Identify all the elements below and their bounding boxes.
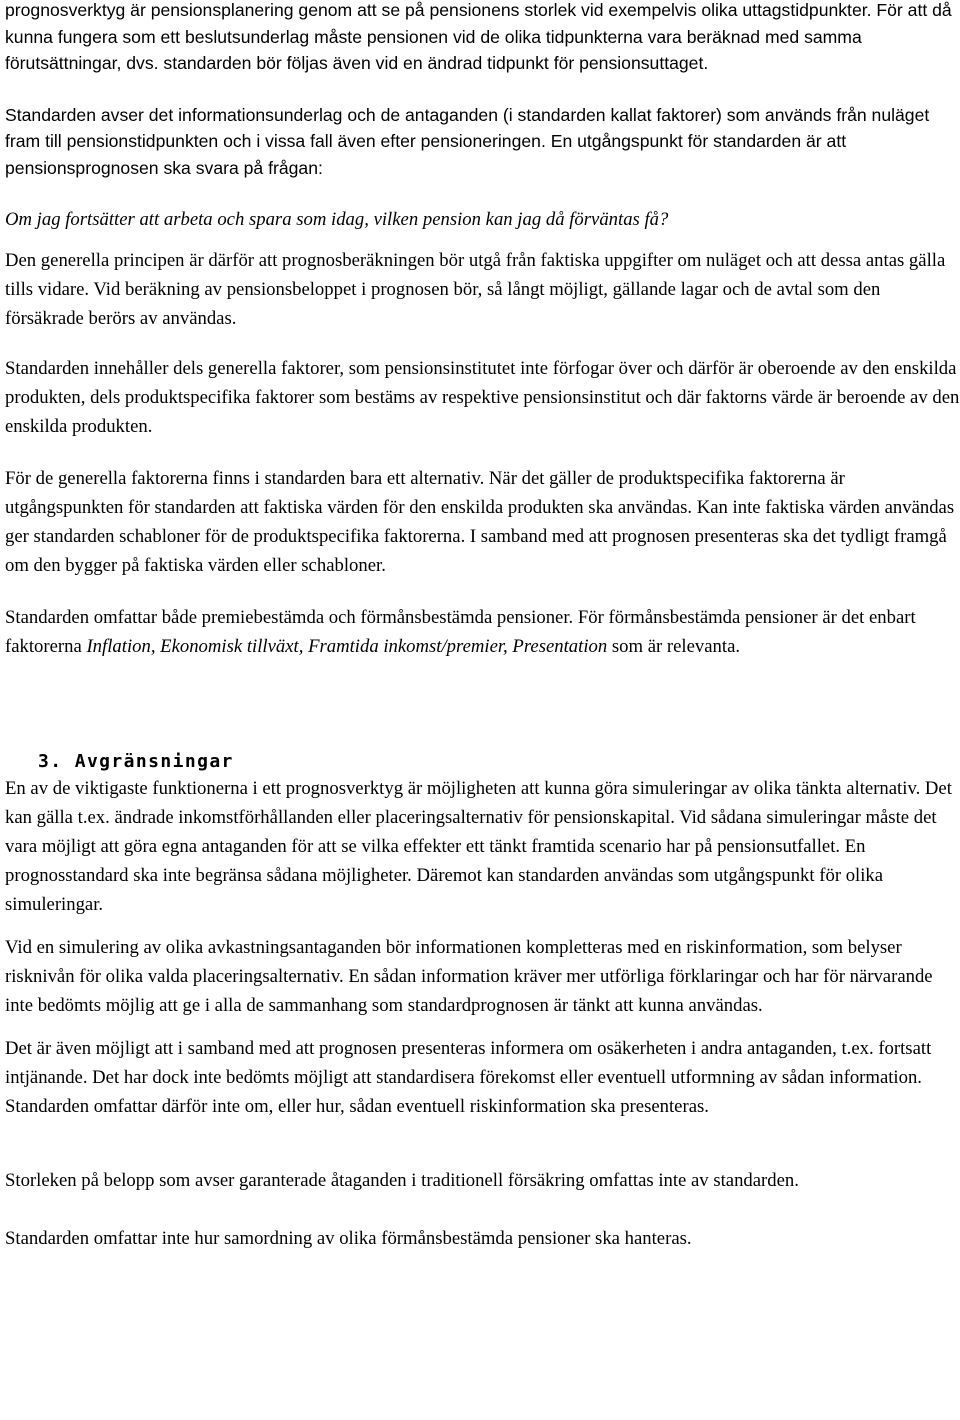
paragraph-simulations: En av de viktigaste funktionerna i ett prognosverktyg är möjligheten att kunna göra simuleringar av olika tänkta alternativ. Det kan gälla t.ex. ändrade inkomstförhållanden eller placeringsalternativ för pensionskapital. Vid sådana simuleringar måste det vara möjligt att göra egna antaganden för att se vilka effekter ett tänkt framtida scenario har på pensionsutfallet. En prognosstandard ska inte begränsa sådana möjligheter. Däremot kan standarden användas som utgångspunkt för olika simuleringar.: [5, 778, 952, 915]
paragraph-principle: Den generella principen är därför att prognosberäkningen bör utgå från faktiska uppgifter om nuläget och att dessa antas gälla tills vidare. Vid beräkning av pensionsbeloppet i prognosen bör, så långt möjligt, gällande lagar och de avtal som den försäkrade berörs av användas.: [5, 250, 946, 329]
pension-types-italic-factors: Inflation, Ekonomisk tillväxt, Framtida inkomst/premier, Presentation: [86, 636, 608, 657]
paragraph-coordination: Standarden omfattar inte hur samordning av olika förmånsbestämda pensioner ska hanteras.: [5, 1228, 692, 1249]
paragraph-alternatives: För de generella faktorerna finns i standarden bara ett alternativ. När det gäller de produktspecifika faktorerna är utgångspunkten för standarden att faktiska värden för den enskilda produkten ska användas. Kan inte faktiska värden användas ger standarden schabloner för de produktspecifika faktorerna. I samband med att prognosen presenteras ska det tydligt framgå om den bygger på faktiska värden eller schabloner.: [5, 468, 955, 576]
pension-types-text-a: Standarden omfattar både premiebestämda och förmånsbestämda pensioner. För förmånsbestämda pensioner är det enbart faktorerna: [5, 607, 916, 657]
paragraph-question: Om jag fortsätter att arbeta och spara som idag, vilken pension kan jag då förväntas få?: [5, 209, 669, 230]
paragraph-uncertainty: Det är även möjligt att i samband med att prognosen presenteras informera om osäkerheten i andra antaganden, t.ex. fortsatt intjänande. Det har dock inte bedömts möjligt att standardisera förekomst eller eventuell utformning av sådan information. Standarden omfattar därför inte om, eller hur, sådan eventuell riskinformation ska presenteras.: [5, 1038, 932, 1117]
paragraph-intro: prognosverktyg är pensionsplanering genom att se på pensionens storlek vid exempelvis olika uttagstidpunkter. För att då kunna fungera som ett beslutsunderlag måste pensionen vid de olika tidpunkterna vara beräknad med samma förutsättningar, dvs. standarden bör följas även vid en ändrad tidpunkt för pensionsuttaget.: [5, 0, 952, 73]
paragraph-guaranteed: Storleken på belopp som avser garanterade åtaganden i traditionell försäkring omfattas inte av standarden.: [5, 1170, 799, 1191]
document-page: [5, 0, 960, 1253]
paragraph-factors: Standarden innehåller dels generella faktorer, som pensionsinstitutet inte förfogar över och därför är oberoende av den enskilda produkten, dels produktspecifika faktorer som bestäms av respektive pensionsinstitut och där faktorns värde är beroende av den enskilda produkten.: [5, 358, 960, 437]
paragraph-risk-information: Vid en simulering av olika avkastningsantaganden bör informationen kompletteras med en riskinformation, som belyser risknivån för olika valda placeringsalternativ. En sådan information kräver mer utförliga förklaringar och har för närvarande inte bedömts möjlig att ge i alla de sammanhang som standardprognosen är tänkt att kunna användas.: [5, 937, 933, 1016]
section-heading: 3. Avgränsningar: [38, 751, 234, 772]
pension-types-text-b: som är relevanta.: [607, 636, 741, 657]
paragraph-scope: Standarden avser det informationsunderlag och de antaganden (i standarden kallat faktorer) som används från nuläget fram till pensionstidpunkten och i vissa fall även efter pensioneringen. En utgångspunkt för standarden är att pensionsprognosen ska svara på frågan:: [5, 104, 930, 178]
paragraph-pension-types: [5, 603, 960, 661]
